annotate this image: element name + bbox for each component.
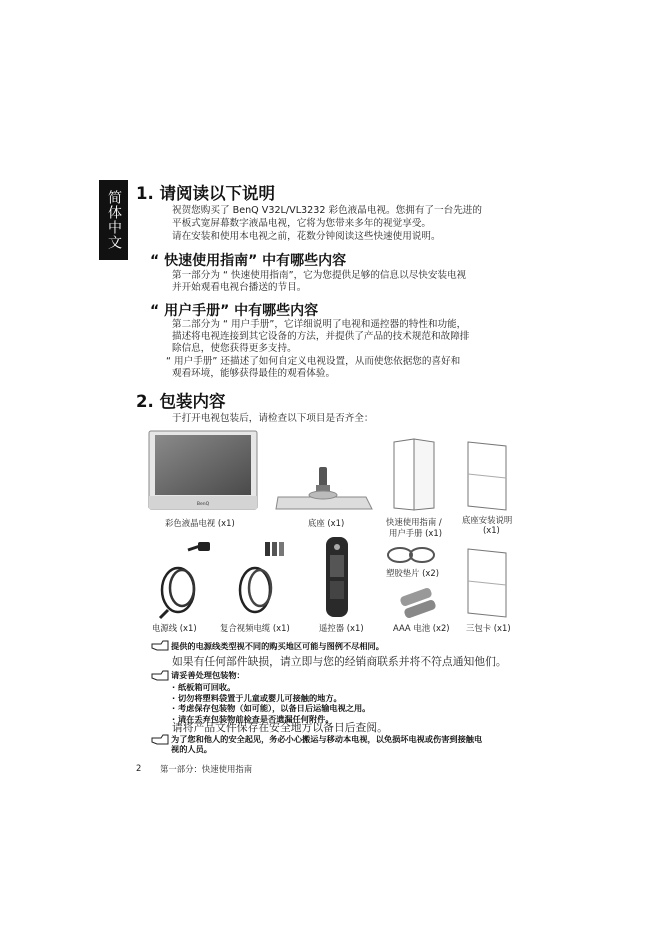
stand-guide-caption-2: (x1) bbox=[483, 525, 500, 535]
plastic-spacer-image bbox=[386, 544, 436, 566]
intro-line-3: 请在安装和使用本电视之前，花数分钟阅读这些快速使用说明。 bbox=[172, 231, 441, 242]
lcd-tv-image bbox=[148, 430, 258, 512]
section-2-title: 2. 包装内容 bbox=[136, 392, 226, 411]
list-item: · 切勿将塑料袋置于儿童或婴儿可接触的地方。 bbox=[172, 693, 370, 704]
list-item: · 纸板箱可回收。 bbox=[172, 682, 370, 693]
note-hand-icon bbox=[151, 640, 169, 651]
qsg-caption-1: 快速使用指南 / bbox=[386, 517, 442, 527]
missing-parts-text: 如果有任何部件缺损，请立即与您的经销商联系并将不符点通知他们。 bbox=[172, 655, 507, 668]
keep-documents-text: 请将产品文件保存在安全地方以备日后查阅。 bbox=[172, 721, 388, 734]
um-line-4: “ 用户手册” 还描述了如何自定义电视设置，从而使您依据您的喜好和 bbox=[166, 356, 461, 367]
packaging-list bbox=[172, 682, 370, 724]
battery-image bbox=[396, 588, 442, 620]
note-hand-icon bbox=[151, 670, 169, 681]
footer-section-label: 第一部分：快速使用指南 bbox=[160, 764, 253, 774]
qsg-line-1: 第一部分为 “ 快速使用指南”，它为您提供足够的信息以尽快安装电视 bbox=[172, 270, 467, 281]
um-line-2: 描述将电视连接到其它设备的方法，并提供了产品的技术规范和故障排 bbox=[172, 331, 470, 342]
stand-guide-image bbox=[466, 440, 510, 512]
qsg-line-2: 并开始观看电视台播送的节目。 bbox=[172, 282, 307, 293]
um-heading: “ 用户手册” 中有哪些内容 bbox=[150, 303, 319, 319]
power-cord-image bbox=[148, 540, 218, 620]
remote-control-image bbox=[322, 535, 352, 619]
page-number: 2 bbox=[136, 763, 142, 773]
note-power-cord: 提供的电源线类型视不同的购买地区可能与图例不尽相同。 bbox=[171, 641, 384, 651]
battery-caption: AAA 电池 (x2) bbox=[393, 623, 450, 633]
note-packaging-title: 请妥善处理包装物： bbox=[171, 670, 245, 680]
package-intro: 于打开电视包装后，请检查以下项目是否齐全： bbox=[172, 413, 374, 424]
um-line-3: 除信息，使您获得更多支持。 bbox=[172, 343, 297, 354]
manual-booklet-image bbox=[392, 438, 436, 512]
av-cable-image bbox=[225, 540, 295, 620]
stand-guide-caption-1: 底座安装说明 bbox=[462, 515, 513, 525]
note-safety-line-1: 为了您和他人的安全起见，务必小心搬运与移动本电视，以免损坏电视或伤害到接触电 bbox=[171, 734, 483, 744]
intro-line-2: 平板式宽屏幕数字液晶电视，它将为您带来多年的视觉享受。 bbox=[172, 218, 432, 229]
av-cable-caption: 复合视频电缆 (x1) bbox=[220, 623, 290, 633]
power-cord-caption: 电源线 (x1) bbox=[152, 623, 197, 633]
intro-line-1: 祝贺您购买了 BenQ V32L/VL3232 彩色液晶电视。您拥有了一台先进的 bbox=[172, 205, 482, 216]
qsg-caption-2: 用户手册 (x1) bbox=[389, 528, 442, 538]
spacer-caption: 塑胶垫片 (x2) bbox=[386, 568, 439, 578]
qsg-heading: “ 快速使用指南” 中有哪些内容 bbox=[150, 253, 347, 269]
um-line-1: 第二部分为 “ 用户手册”，它详细说明了电视和遥控器的特性和功能， bbox=[172, 319, 467, 330]
warranty-card-image bbox=[466, 547, 510, 619]
warranty-caption: 三包卡 (x1) bbox=[466, 623, 511, 633]
um-line-5: 观看环境，能够获得最佳的观看体验。 bbox=[172, 368, 336, 379]
tv-caption: 彩色液晶电视 (x1) bbox=[165, 518, 235, 528]
list-item: · 考虑保存包装物（如可能），以备日后运输电视之用。 bbox=[172, 703, 370, 714]
stand-image bbox=[274, 465, 374, 515]
list-item: · 请在丢弃包装物前检查是否遗漏任何附件。 bbox=[172, 714, 370, 725]
note-safety-line-2: 视的人员。 bbox=[171, 744, 212, 754]
tv-brand-logo: BenQ bbox=[196, 502, 210, 507]
note-hand-icon bbox=[151, 734, 169, 745]
remote-caption: 遥控器 (x1) bbox=[319, 623, 364, 633]
stand-caption: 底座 (x1) bbox=[308, 518, 345, 528]
language-tab: 简体中文 bbox=[99, 180, 128, 260]
section-1-title: 1. 请阅读以下说明 bbox=[136, 184, 275, 203]
